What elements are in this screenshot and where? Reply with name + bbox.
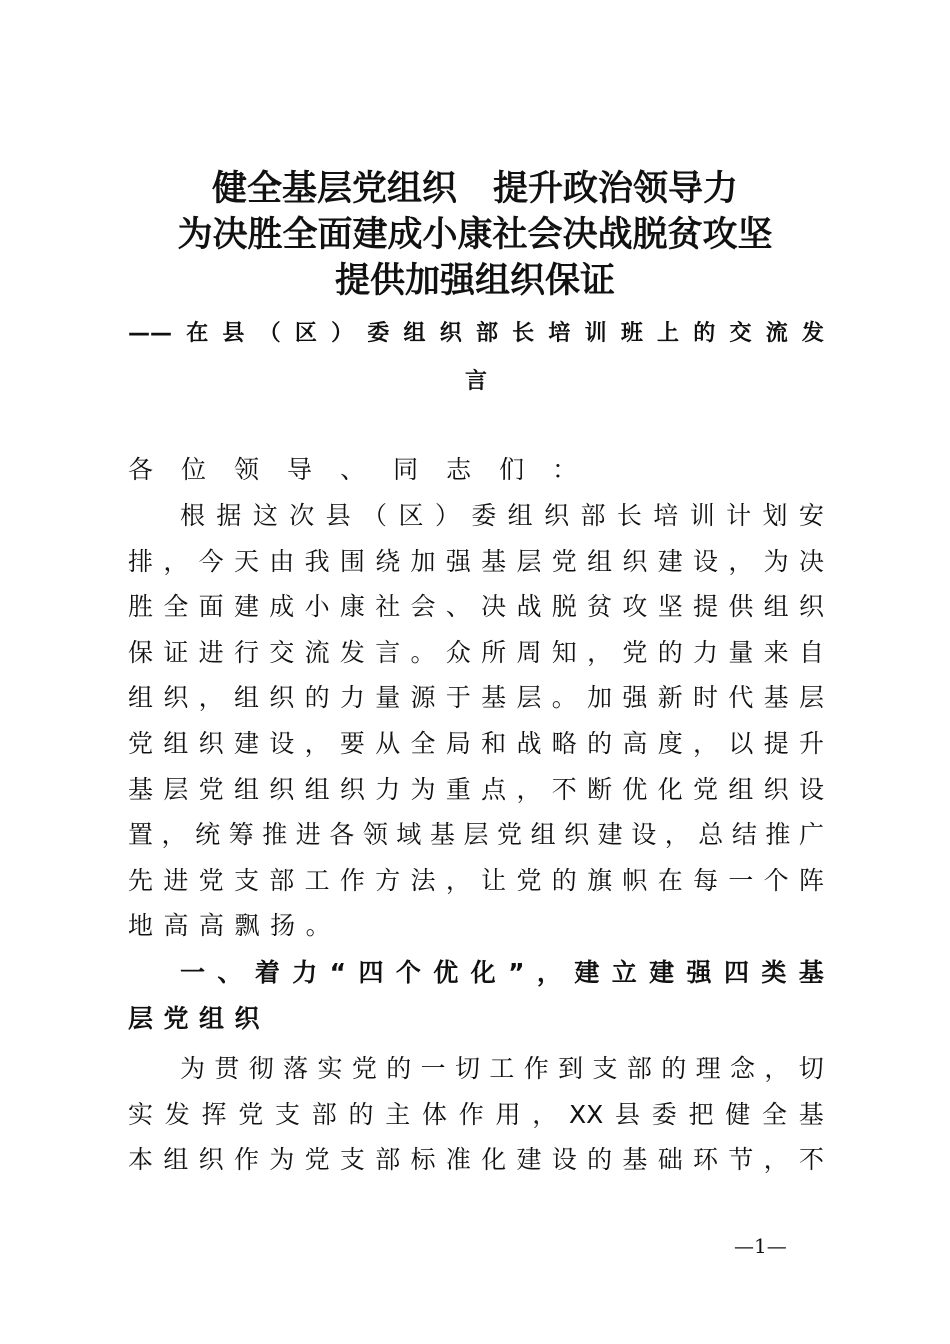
- paragraph-1-line: 排 ， 今 天 由 我 围 绕 加 强 基 层 党 组 织 建 设 ， 为 决: [128, 546, 824, 576]
- paragraph-1-line: 基 层 党 组 织 组 织 力 为 重 点 ， 不 断 优 化 党 组 织 设: [128, 774, 824, 804]
- paragraph-2-line: 本 组 织 作 为 党 支 部 标 准 化 建 设 的 基 础 环 节 ， 不: [128, 1145, 824, 1175]
- paragraph-1-line: 组 织 ， 组 织 的 力 量 源 于 基 层 。 加 强 新 时 代 基 层: [128, 683, 824, 713]
- section-heading-1: [128, 950, 824, 1041]
- paragraph-1-line: 置 ， 统 筹 推 进 各 领 域 基 层 党 组 织 建 设 ， 总 结 推 广: [128, 820, 824, 850]
- title-part-2: 提升政治领导力: [493, 168, 739, 209]
- paragraph-1: [128, 493, 824, 949]
- subtitle-line-2: 言: [464, 369, 487, 394]
- title-line-2: 为决胜全面建成小康社会决战脱贫攻坚: [177, 214, 773, 255]
- paragraph-1-line: 地 高 高 飘 扬 。: [128, 911, 331, 941]
- paragraph-1-line: 胜 全 面 建 成 小 康 社 会 、 决 战 脱 贫 攻 坚 提 供 组 织: [128, 592, 824, 622]
- subtitle-line-1: —— 在 县 （ 区 ） 委 组 织 部 长 培 训 班 上 的 交 流 发: [128, 321, 824, 346]
- paragraph-2-line: 为 贯 彻 落 实 党 的 一 切 工 作 到 支 部 的 理 念 ， 切: [180, 1054, 824, 1083]
- paragraph-1-line: 党 组 织 建 设 ， 要 从 全 局 和 战 略 的 高 度 ， 以 提 升: [128, 728, 824, 758]
- paragraph-2-line: 实 发 挥 党 支 部 的 主 体 作 用 ， XX 县 委 把 健 全 基: [128, 1099, 824, 1129]
- paragraph-2: [128, 1046, 824, 1183]
- page-number: —1—: [734, 1234, 787, 1258]
- subtitle: [128, 310, 824, 406]
- paragraph-1-line: 先 进 党 支 部 工 作 方 法 ， 让 党 的 旗 帜 在 每 一 个 阵: [128, 865, 824, 895]
- title-line-3: 提供加强组织保证: [334, 260, 615, 301]
- paragraph-1-line: 根 据 这 次 县 （ 区 ） 委 组 织 部 长 培 训 计 划 安: [180, 501, 824, 530]
- section-heading-line: 层 党 组 织: [128, 1003, 260, 1033]
- title-part-1: 健全基层党组织: [211, 168, 457, 209]
- paragraph-1-line: 保 证 进 行 交 流 发 言 。 众 所 周 知 ， 党 的 力 量 来 自: [128, 637, 824, 667]
- greeting: [128, 447, 824, 493]
- greeting-text: 各 位 领 导 、 同 志 们 ：: [128, 455, 595, 484]
- section-heading-line: 一 、 着 力 “ 四 个 优 化 ” ， 建 立 建 强 四 类 基: [180, 958, 824, 987]
- title-line-1: [0, 166, 950, 212]
